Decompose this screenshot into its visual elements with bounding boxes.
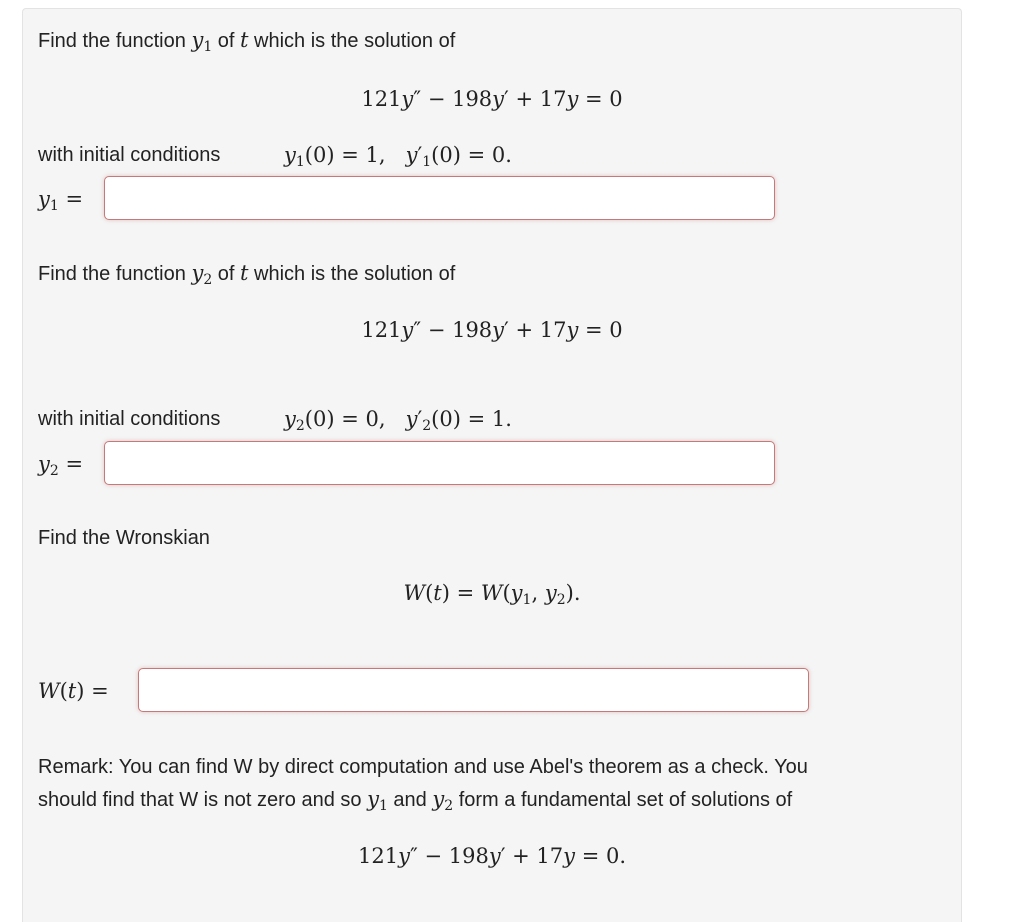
wronskian-definition: $W(t) = W(y_1$, $y_2$). bbox=[403, 581, 581, 608]
part1-initial-conditions: $y_1(0) = 1$, $y'_1(0) = 0$. bbox=[284, 143, 512, 170]
part2-func-var: $y_2$ bbox=[191, 261, 213, 288]
remark-y1: $y_1$ bbox=[367, 787, 388, 814]
wronskian-prompt: Find the Wronskian bbox=[38, 527, 210, 549]
part2-answer-label: $y_2$ = bbox=[38, 452, 84, 479]
part2-ic-label: with initial conditions bbox=[38, 408, 221, 430]
part2-t-var: t bbox=[240, 261, 249, 285]
part2-ode-equation: 121y″ − 198y′ + 17y = 0 bbox=[361, 318, 623, 342]
part2-prompt-after: which is the solution of bbox=[248, 263, 456, 285]
part1-answer-label: $y_1$ = bbox=[38, 187, 84, 214]
part1-prompt-before: Find the function bbox=[38, 30, 192, 52]
part1-func-var: $y_1$ bbox=[191, 28, 213, 55]
wronskian-answer-input[interactable] bbox=[138, 668, 809, 712]
y1-answer-input[interactable] bbox=[104, 176, 775, 220]
part2-prompt bbox=[38, 261, 455, 286]
part1-t-var: t bbox=[240, 28, 249, 52]
part1-ode-equation: 121y″ − 198y′ + 17y = 0 bbox=[361, 87, 623, 111]
remark-line2-before: should find that W is not zero and so bbox=[38, 789, 368, 811]
part2-prompt-of: of bbox=[212, 263, 241, 285]
part1-prompt-of: of bbox=[212, 30, 241, 52]
part2-prompt-before: Find the function bbox=[38, 263, 192, 285]
part1-prompt bbox=[38, 28, 455, 53]
remark-y2: $y_2$ bbox=[432, 787, 454, 814]
remark-line-1: Remark: You can find W by direct computation and use Abel's theorem as a check. You bbox=[38, 756, 808, 778]
remark-ode-equation: 121y″ − 198y′ + 17y = 0. bbox=[357, 844, 626, 868]
part1-prompt-after: which is the solution of bbox=[248, 30, 456, 52]
remark-line-2 bbox=[38, 787, 792, 812]
part2-initial-conditions: $y_2(0) = 0$, $y'_2(0) = 1$. bbox=[284, 407, 512, 434]
part1-ic-label: with initial conditions bbox=[38, 144, 221, 166]
y2-answer-input[interactable] bbox=[104, 441, 775, 485]
wronskian-answer-label: W(t) = bbox=[38, 679, 109, 703]
remark-line2-and: and bbox=[387, 789, 433, 811]
remark-line2-after: form a fundamental set of solutions of bbox=[453, 789, 793, 811]
